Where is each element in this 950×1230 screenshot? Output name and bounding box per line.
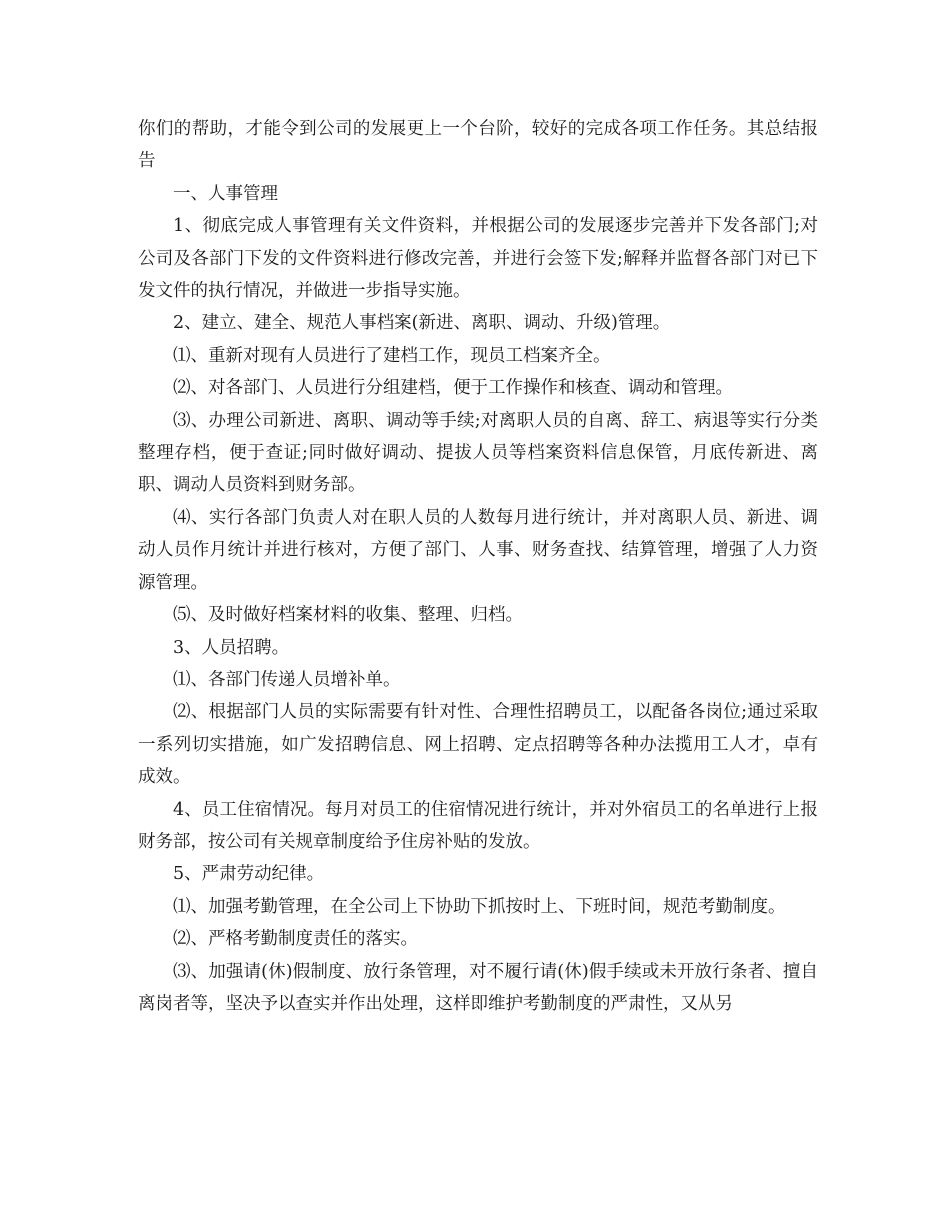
paragraph-subitem-2-4: ⑷、实行各部门负责人对在职人员的人数每月进行统计，并对离职人员、新进、调动人员作月统计并进行核对，方便了部门、人事、财务查找、结算管理，增强了人力资源管理。 — [138, 507, 818, 593]
paragraph-item-3: 3、人员招聘。 — [173, 637, 290, 658]
paragraph-subitem-5-2: ⑵、严格考勤制度责任的落实。 — [173, 929, 418, 950]
paragraph-continuation: 你们的帮助，才能令到公司的发展更上一个台阶，较好的完成各项工作任务。其总结报告 — [138, 119, 818, 172]
document-body — [138, 113, 818, 1020]
paragraph-subitem-2-2: ⑵、对各部门、人员进行分组建档，便于工作操作和核查、调动和管理。 — [173, 378, 733, 399]
paragraph-item-1: 1、彻底完成人事管理有关文件资料，并根据公司的发展逐步完善并下发各部门;对公司及各部门下发的文件资料进行修改完善，并进行会签下发;解释并监督各部门对已下发文件的执行情况，并做进一步指导实施。 — [138, 216, 818, 302]
paragraph-subitem-5-1: ⑴、加强考勤管理，在全公司上下协助下抓按时上、下班时间，规范考勤制度。 — [173, 896, 786, 917]
paragraph-subitem-2-5: ⑸、及时做好档案材料的收集、整理、归档。 — [173, 605, 523, 626]
paragraph-subitem-5-3: ⑶、加强请(休)假制度、放行条管理，对不履行请(休)假手续或未开放行条者、擅自离岗者等，坚决予以查实并作出处理，这样即维护考勤制度的严肃性，又从另 — [138, 961, 818, 1014]
paragraph-subitem-3-1: ⑴、各部门传递人员增补单。 — [173, 669, 401, 690]
paragraph-item-5: 5、严肃劳动纪律。 — [173, 864, 325, 885]
paragraph-subitem-2-3: ⑶、办理公司新进、离职、调动等手续;对离职人员的自离、辞工、病退等实行分类整理存档，便于查证;同时做好调动、提拔人员等档案资料信息保管，月底传新进、离职、调动人员资料到财务部。 — [138, 410, 818, 496]
paragraph-item-4: 4、员工住宿情况。每月对员工的住宿情况进行统计，并对外宿员工的名单进行上报财务部，按公司有关规章制度给予住房补贴的发放。 — [138, 799, 818, 852]
section-heading-personnel: 一、人事管理 — [173, 183, 278, 204]
paragraph-item-2: 2、建立、建全、规范人事档案(新进、离职、调动、升级)管理。 — [173, 313, 671, 334]
paragraph-subitem-2-1: ⑴、重新对现有人员进行了建档工作，现员工档案齐全。 — [173, 345, 611, 366]
paragraph-subitem-3-2: ⑵、根据部门人员的实际需要有针对性、合理性招聘员工，以配备各岗位;通过采取一系列切实措施，如广发招聘信息、网上招聘、定点招聘等各种办法揽用工人才，卓有成效。 — [138, 702, 818, 788]
